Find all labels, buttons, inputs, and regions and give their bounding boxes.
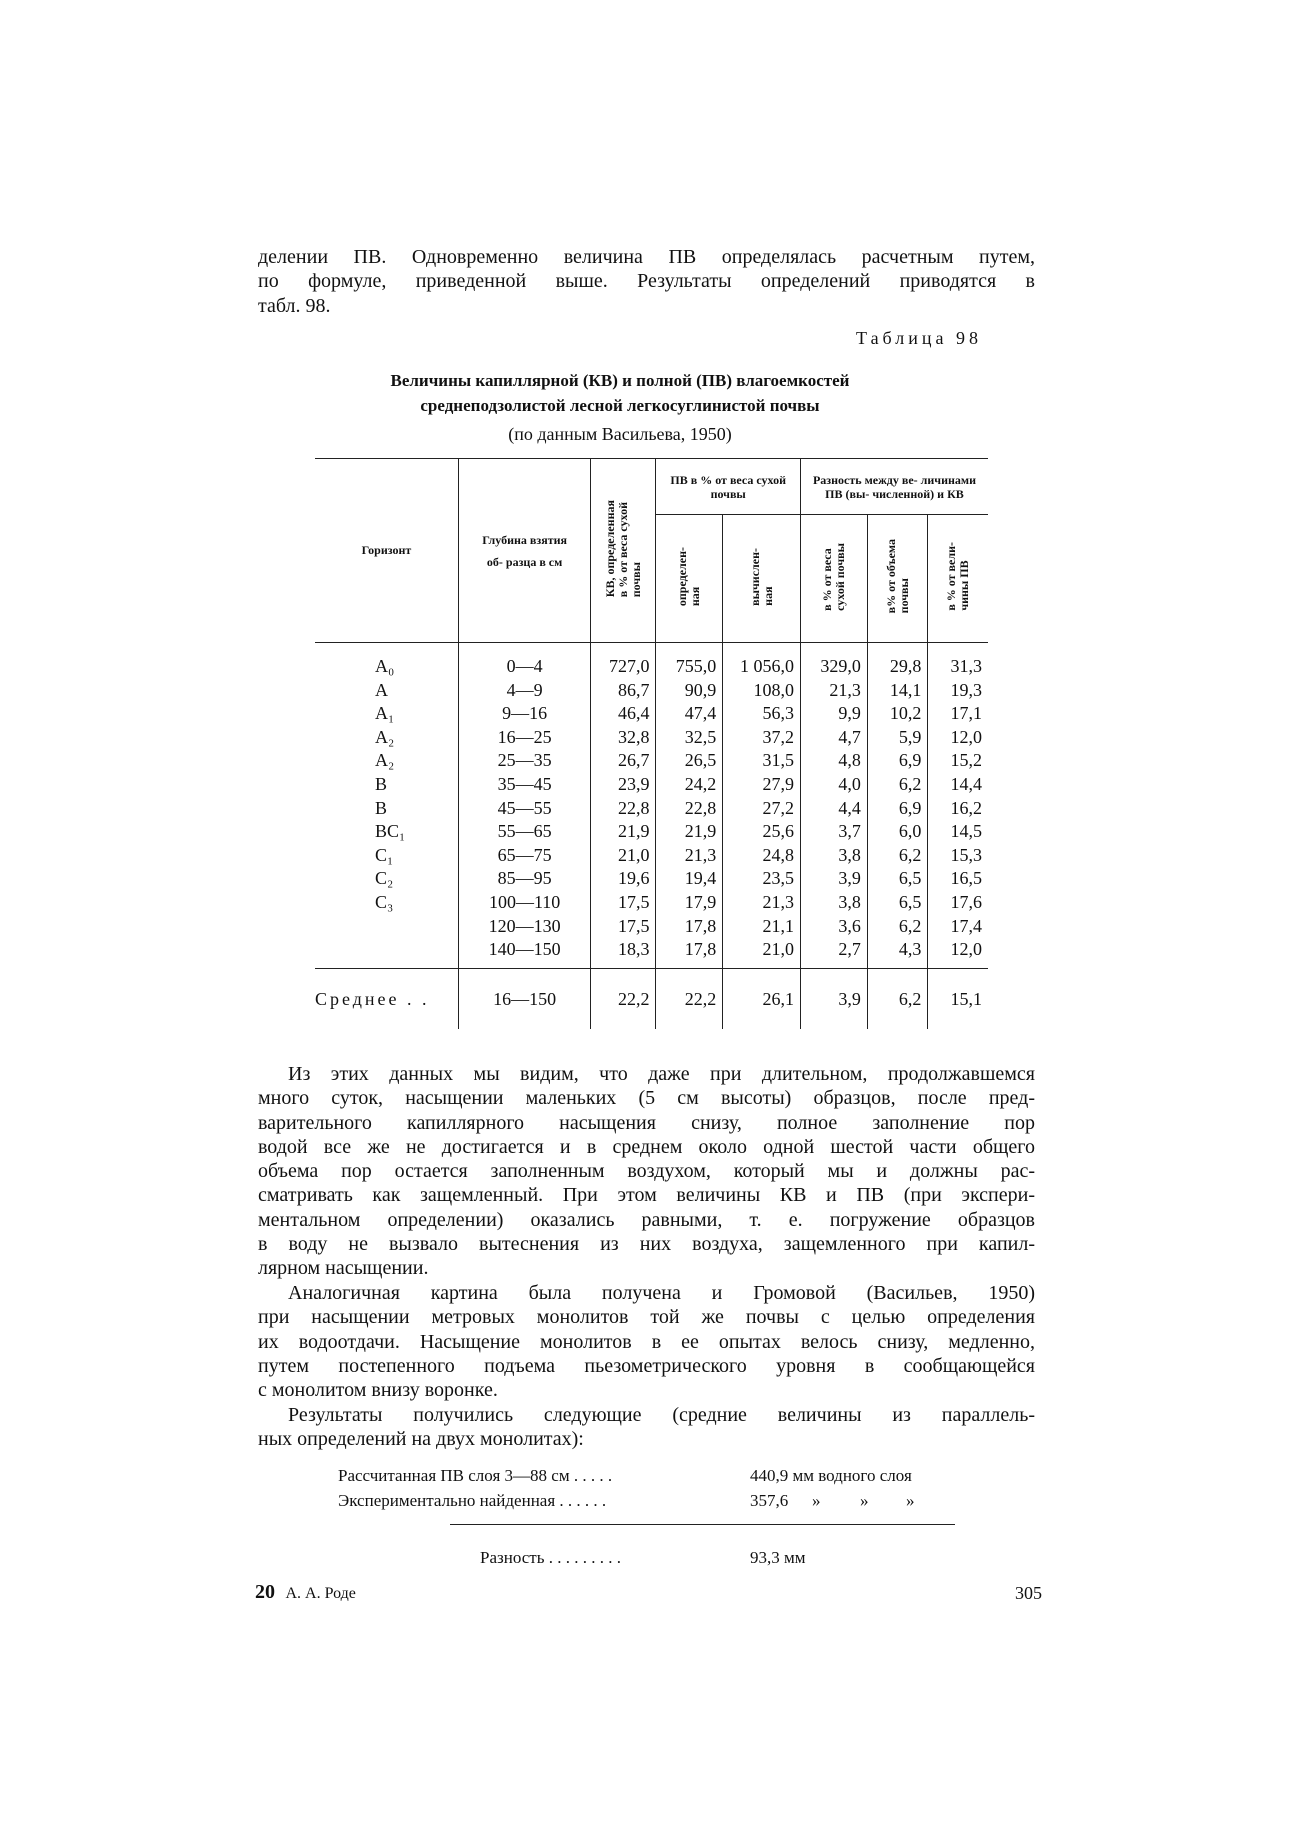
cell-horizon: A₁ [375,703,395,724]
table-row [315,643,988,679]
cell-diff-pv: 12,0 [928,726,988,750]
cell-horizon: A₂ [375,750,395,771]
text-line: путем постепенного подъема пьезометрического уровня в сообщающейся [258,1354,1035,1377]
cell-depth: 100—110 [458,891,591,915]
caption-line: Величины капиллярной (КВ) и полной (ПВ) влагоемкостей [390,371,850,390]
cell-kv: 22,8 [591,797,656,821]
cell-pv-determined: 17,8 [656,915,723,939]
cell-kv: 32,8 [591,726,656,750]
header-diff-volume: в% от объема почвы [867,515,928,643]
table-row [315,726,988,750]
text-line: делении ПВ. Одновременно величина ПВ определялась расчетным путем, [258,246,1035,268]
table-row [315,702,988,726]
cell-pv-calculated: 23,5 [723,867,801,891]
cell-pv-calculated: 31,5 [723,749,801,773]
text-line: при насыщении метровых монолитов той же почвы с целью определения [258,1306,1035,1329]
cell-pv-calculated: 108,0 [723,679,801,703]
header-diff-group: Разность между ве- личинами ПВ (вы- численной) и КВ [800,459,988,515]
body-paragraph [258,1403,1035,1452]
cell-kv: 23,9 [591,773,656,797]
cell-depth: 16—25 [458,726,591,750]
text-line: лярном насыщении. [258,1257,429,1280]
cell-horizon: A₀ [375,656,395,676]
cell-diff-pv: 16,2 [928,797,988,821]
cell-pv-determined: 21,3 [656,844,723,868]
cell-kv: 46,4 [591,702,656,726]
cell-pv-determined: 19,4 [656,867,723,891]
header-pv-determined: определен- ная [656,515,723,643]
cell-diff-pv: 14,5 [928,820,988,844]
cell-diff-weight: 4,0 [800,773,867,797]
cell-diff-pv: 14,4 [928,773,988,797]
cell-diff-volume: 4,3 [867,938,928,968]
cell-pv-determined: 90,9 [656,679,723,703]
cell-horizon: C₂ [375,868,394,889]
cell-pv-determined: 755,0 [656,643,723,679]
cell-kv: 21,9 [591,820,656,844]
cell-horizon: B [375,797,388,818]
cell-diff-volume: 6,2 [867,773,928,797]
cell-diff-volume: 6,2 [867,915,928,939]
results-label: Рассчитанная ПВ слоя 3—88 см . . . . . [338,1466,613,1485]
text-line: в воду не вызвало вытеснения из них воздуха, защемленного при капил- [258,1233,1035,1256]
header-horizon: Горизонт [315,459,458,643]
text-line: водой все же не достигается и в среднем около одной шестой части общего [258,1135,1035,1158]
cell-horizon: Среднее . . [315,988,430,1009]
header-diff-weight: в % от веса сухой почвы [800,515,867,643]
cell-kv: 17,5 [591,915,656,939]
cell-diff-weight: 21,3 [800,679,867,703]
cell-diff-pv: 16,5 [928,867,988,891]
table-row [315,749,988,773]
table-caption [300,368,940,418]
text-line: объема пор остается заполненным воздухом, который мы и должны рас- [258,1160,1035,1183]
header-depth: Глубина взятия об- разца в см [458,459,591,643]
cell-diff-pv: 31,3 [928,643,988,679]
table-row [315,679,988,703]
results-label: Экспериментально найденная . . . . . . [338,1491,607,1510]
text-line: Аналогичная картина была получена и Громовой (Васильев, 1950) [288,1282,1035,1304]
cell-pv-calculated: 21,0 [723,938,801,968]
cell-pv-calculated: 25,6 [723,820,801,844]
table-row [315,797,988,821]
cell-kv: 18,3 [591,938,656,968]
cell-pv-determined: 47,4 [656,702,723,726]
results-rule [450,1524,955,1525]
cell-kv: 19,6 [591,867,656,891]
table-row [315,844,988,868]
cell-diff-volume: 6,5 [867,891,928,915]
page-number: 305 [1015,1583,1042,1603]
text-line: их водоотдачи. Насыщение монолитов в ее опытах велось снизу, медленно, [258,1330,1035,1353]
text-line: по формуле, приведенной выше. Результаты определений приводятся в [258,270,1035,293]
cell-pv-calculated: 56,3 [723,702,801,726]
signature-number: 20 [255,1581,275,1603]
table-row [315,891,988,915]
cell-diff-pv: 17,4 [928,915,988,939]
cell-depth: 65—75 [458,844,591,868]
cell-diff-pv: 15,2 [928,749,988,773]
cell-diff-pv: 17,1 [928,702,988,726]
cell-pv-determined: 22,8 [656,797,723,821]
cell-depth: 140—150 [458,938,591,968]
cell-diff-volume: 6,9 [867,797,928,821]
text-line: сматривать как защемленный. При этом величины КВ и ПВ (при экспери- [258,1184,1035,1207]
ditto-mark: » [812,1491,821,1510]
cell-horizon: BC₁ [375,821,406,842]
text-line: Из этих данных мы видим, что даже при длительном, продолжавшемся [288,1063,1035,1085]
cell-depth: 35—45 [458,773,591,797]
cell-diff-weight: 3,8 [800,891,867,915]
text-line: много суток, насыщении маленьких (5 см высоты) образцов, после пред- [258,1087,1035,1110]
cell-horizon [315,915,458,939]
cell-depth: 45—55 [458,797,591,821]
cell-diff-weight: 2,7 [800,938,867,968]
cell-depth: 120—130 [458,915,591,939]
cell-diff-weight: 3,9 [800,867,867,891]
cell-diff-volume: 10,2 [867,702,928,726]
cell-diff-weight: 9,9 [800,702,867,726]
cell-diff-weight: 329,0 [800,643,867,679]
cell-kv: 86,7 [591,679,656,703]
cell-diff-volume: 29,8 [867,643,928,679]
cell-diff-pv: 12,0 [928,938,988,968]
table-row [315,773,988,797]
results-value: 440,9 мм водного слоя [750,1466,912,1485]
cell-diff-pv: 15,1 [928,968,988,1029]
table-source: (по данным Васильева, 1950) [508,424,732,444]
difference-label: Разность . . . . . . . . . [480,1548,621,1567]
cell-pv-determined: 26,5 [656,749,723,773]
cell-pv-calculated: 24,8 [723,844,801,868]
cell-depth: 9—16 [458,702,591,726]
cell-pv-determined: 32,5 [656,726,723,750]
text-line: ных определений на двух монолитах): [258,1428,584,1451]
table-row [315,820,988,844]
cell-depth: 55—65 [458,820,591,844]
cell-pv-calculated: 21,3 [723,891,801,915]
cell-diff-weight: 3,6 [800,915,867,939]
table-row [315,867,988,891]
cell-diff-volume: 5,9 [867,726,928,750]
cell-diff-weight: 4,8 [800,749,867,773]
text-line: ментальном определении) оказались равными, т. е. погружение образцов [258,1208,1035,1231]
signature-author: А. А. Роде [285,1585,356,1602]
ditto-mark: » [906,1491,915,1510]
text-line: с монолитом внизу воронке. [258,1379,498,1402]
footer-signature [255,1581,356,1604]
cell-pv-determined: 17,8 [656,938,723,968]
cell-diff-volume: 6,5 [867,867,928,891]
cell-kv: 22,2 [591,968,656,1029]
difference-value: 93,3 мм [750,1548,806,1567]
cell-pv-determined: 21,9 [656,820,723,844]
caption-line: среднеподзолистой лесной легкосуглинистой почвы [420,396,820,415]
cell-diff-volume: 6,9 [867,749,928,773]
cell-pv-calculated: 21,1 [723,915,801,939]
cell-horizon: B [375,773,388,794]
cell-diff-volume: 6,2 [867,844,928,868]
ditto-mark: » [860,1491,869,1510]
data-table [315,458,988,1029]
header-pv-group: ПВ в % от веса сухой почвы [656,459,801,515]
cell-pv-calculated: 27,9 [723,773,801,797]
cell-diff-volume: 6,0 [867,820,928,844]
cell-pv-calculated: 1 056,0 [723,643,801,679]
cell-horizon: C₁ [375,844,394,865]
cell-diff-weight: 3,9 [800,968,867,1029]
body-paragraph [258,1062,1035,1281]
cell-depth: 16—150 [458,968,591,1029]
cell-diff-weight: 3,7 [800,820,867,844]
cell-horizon: A [375,679,388,700]
cell-pv-calculated: 26,1 [723,968,801,1029]
body-paragraph [258,1281,1035,1402]
cell-diff-pv: 19,3 [928,679,988,703]
cell-horizon: C₃ [375,891,394,912]
cell-horizon: A₂ [375,726,395,747]
table-row [315,915,988,939]
cell-diff-volume: 6,2 [867,968,928,1029]
cell-diff-weight: 4,4 [800,797,867,821]
cell-kv: 21,0 [591,844,656,868]
cell-depth: 0—4 [458,643,591,679]
cell-kv: 727,0 [591,643,656,679]
cell-diff-weight: 4,7 [800,726,867,750]
table-row [315,938,988,968]
header-pv-calculated: вычислен- ная [723,515,801,643]
cell-pv-calculated: 27,2 [723,797,801,821]
cell-depth: 25—35 [458,749,591,773]
intro-paragraph [258,245,1035,318]
cell-diff-weight: 3,8 [800,844,867,868]
text-line: Результаты получились следующие (средние величины из параллель- [288,1404,1035,1426]
table-row-average [315,968,988,1029]
cell-pv-calculated: 37,2 [723,726,801,750]
results-difference [480,1548,880,1572]
cell-depth: 85—95 [458,867,591,891]
header-kv: КВ, определенная в % от веса сухой почвы [591,459,656,643]
cell-diff-pv: 15,3 [928,844,988,868]
results-value: 357,6 [750,1491,789,1510]
header-diff-pv: в % от вели- чины ПВ [928,515,988,643]
cell-kv: 17,5 [591,891,656,915]
cell-pv-determined: 17,9 [656,891,723,915]
cell-diff-volume: 14,1 [867,679,928,703]
text-line: варительного капиллярного насыщения снизу, полное заполнение пор [258,1111,1035,1134]
cell-kv: 26,7 [591,749,656,773]
table-label: Таблица 98 [856,328,982,348]
cell-pv-determined: 22,2 [656,968,723,1029]
cell-pv-determined: 24,2 [656,773,723,797]
cell-depth: 4—9 [458,679,591,703]
cell-horizon [315,938,458,968]
text-line: табл. 98. [258,294,331,317]
cell-diff-pv: 17,6 [928,891,988,915]
